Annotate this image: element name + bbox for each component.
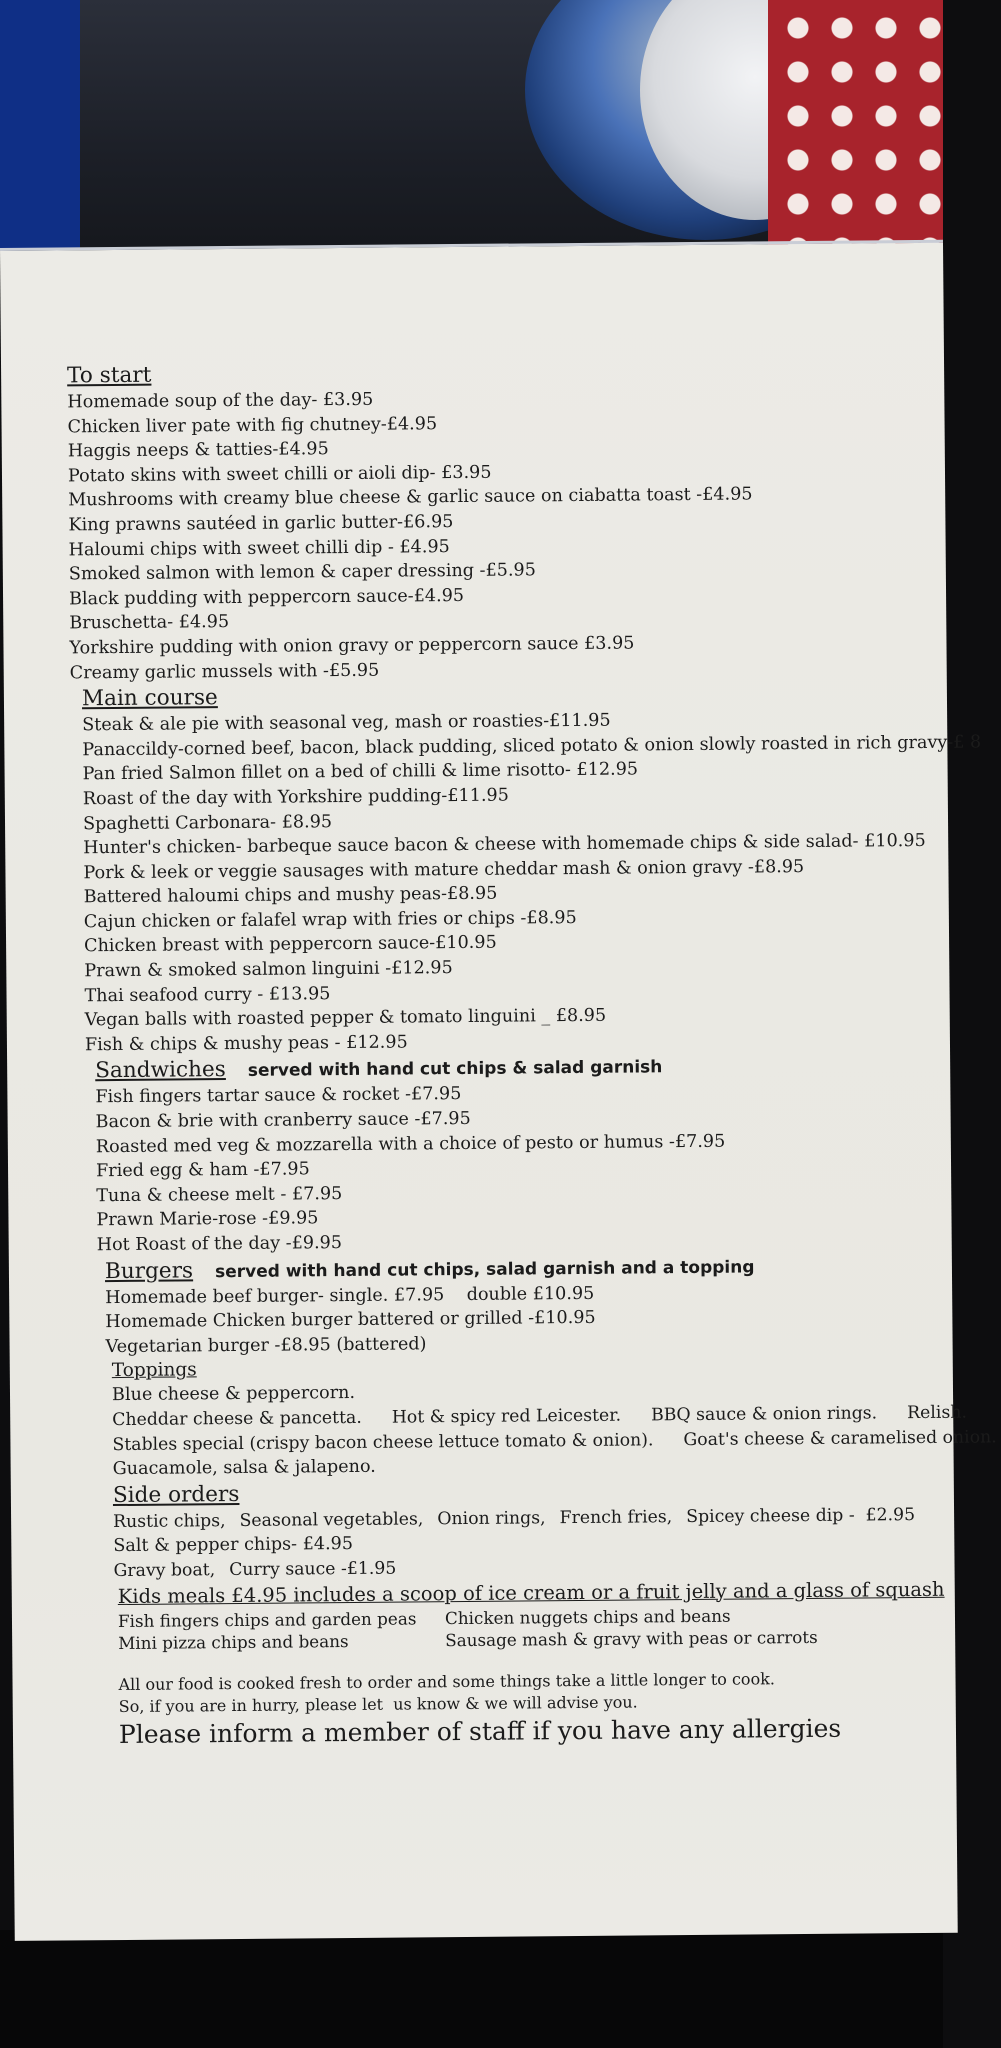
side-option: Gravy boat, <box>113 1560 216 1581</box>
menu-item: Homemade beef burger- single. £7.95 double £10.95 <box>105 1283 595 1308</box>
menu-item: Haloumi chips with sweet chilli dip - £4.95 <box>68 536 450 560</box>
menu-item: Potato skins with sweet chilli or aioli dip- £3.95 <box>67 462 492 487</box>
menu-item: Creamy garlic mussels with -£5.95 <box>69 660 380 683</box>
sandwiches-list <box>95 1078 944 1258</box>
menu-item: Thai seafood curry - £13.95 <box>84 983 331 1006</box>
menu-item: Haggis neeps & tatties-£4.95 <box>67 439 329 462</box>
main-course-list <box>82 706 982 1058</box>
side-option: French fries, <box>559 1506 673 1528</box>
topping-option: Goat's cheese & caramelised onion. <box>683 1426 997 1450</box>
menu-item: Fish fingers chips and garden peas <box>117 1607 417 1631</box>
menu-content <box>67 355 997 1752</box>
menu-item: Vegan balls with roasted pepper & tomato linguini _ £8.95 <box>84 1005 607 1031</box>
topping-option: Stables special (crispy bacon cheese lettuce tomato & onion). <box>112 1429 654 1455</box>
menu-item: Spaghetti Carbonara- £8.95 <box>82 811 333 834</box>
side-orders-line: Salt & pepper chips- £4.95 <box>113 1534 354 1557</box>
menu-item: Pan fried Salmon fillet on a bed of chilli & lime risotto- £12.95 <box>82 759 639 785</box>
menu-footer <box>118 1666 949 1751</box>
topping-line: Guacamole, salsa & jalapeno. <box>112 1456 376 1480</box>
section-heading-sandwiches: Sandwiches <box>95 1057 226 1084</box>
menu-item: King prawns sautéed in garlic butter-£6.95 <box>68 512 454 536</box>
section-note: served with hand cut chips & salad garnish <box>247 1057 663 1082</box>
side-option: Rustic chips, <box>113 1510 226 1532</box>
section-heading-toppings: Toppings <box>111 1359 197 1382</box>
side-option: Spicey cheese dip - £2.95 <box>686 1504 916 1527</box>
menu-item: Roast of the day with Yorkshire pudding-£11.95 <box>82 785 509 810</box>
menu-item: Hunter's chicken- barbeque sauce bacon & cheese with homemade chips & side salad- £10.95 <box>83 831 926 859</box>
menu-item: Prawn Marie-rose -£9.95 <box>96 1208 319 1231</box>
table-surface <box>0 1930 943 2048</box>
blue-object <box>0 0 80 250</box>
menu-item: Chicken nuggets chips and beans <box>444 1605 731 1628</box>
menu-item: Fish & chips & mushy peas - £12.95 <box>84 1032 408 1056</box>
footer-note: All our food is cooked fresh to order and some things take a little longer to cook. <box>118 1668 776 1694</box>
section-heading-kids-meals: Kids meals £4.95 includes a scoop of ice cream or a fruit jelly and a glass of squash <box>117 1577 945 1608</box>
section-note: served with hand cut chips, salad garnish and a topping <box>214 1257 755 1282</box>
menu-item: Hot Roast of the day -£9.95 <box>96 1233 343 1256</box>
topping-option: Relish. <box>907 1402 968 1424</box>
section-heading-to-start: To start <box>67 362 152 389</box>
menu-item: Prawn & smoked salmon linguini -£12.95 <box>84 958 453 982</box>
menu-item: Pork & leek or veggie sausages with mature cheddar mash & onion gravy -£8.95 <box>83 856 805 883</box>
menu-item: Steak & ale pie with seasonal veg, mash or roasties-£11.95 <box>82 710 611 736</box>
menu-item: Roasted med veg & mozzarella with a choice of pesto or humus -£7.95 <box>95 1131 726 1157</box>
menu-item: Battered haloumi chips and mushy peas-£8.95 <box>83 883 498 908</box>
polka-dot-cloth <box>768 0 943 245</box>
menu-item: Mini pizza chips and beans <box>118 1630 349 1653</box>
footer-note: So, if you are in hurry, please let us know & we will advise you. <box>118 1692 638 1716</box>
menu-item: Cajun chicken or falafel wrap with fries or chips -£8.95 <box>83 907 577 933</box>
to-start-list <box>67 383 940 686</box>
menu-item: Bacon & brie with cranberry sauce -£7.95 <box>95 1108 471 1133</box>
menu-item: Panaccildy-corned beef, bacon, black pudding, sliced potato & onion slowly roasted in rich gravy-£ 8 <box>82 732 982 761</box>
menu-item: Vegetarian burger -£8.95 (battered) <box>105 1334 427 1357</box>
allergy-notice: Please inform a member of staff if you have any allergies <box>118 1713 842 1749</box>
menu-item: Fried egg & ham -£7.95 <box>95 1159 310 1182</box>
menu-item: Sausage mash & gravy with peas or carrots <box>445 1626 818 1650</box>
menu-card <box>0 240 997 1941</box>
menu-item: Smoked salmon with lemon & caper dressing -£5.95 <box>68 560 536 585</box>
topping-option: Hot & spicy red Leicester. <box>391 1405 622 1428</box>
kids-meals-list <box>118 1602 948 1653</box>
side-option: Seasonal vegetables, <box>239 1509 424 1531</box>
menu-item: Tuna & cheese melt - £7.95 <box>96 1183 343 1207</box>
menu-item: Mushrooms with creamy blue cheese & garlic sauce on ciabatta toast -£4.95 <box>68 484 753 511</box>
side-option: Onion rings, <box>437 1508 546 1529</box>
section-heading-side-orders: Side orders <box>112 1481 240 1508</box>
section-heading-burgers: Burgers <box>104 1257 194 1284</box>
menu-item: Homemade Chicken burger battered or grilled -£10.95 <box>105 1308 596 1333</box>
topping-line: Blue cheese & peppercorn. <box>111 1383 356 1406</box>
menu-item: Chicken breast with peppercorn sauce-£10.95 <box>84 933 497 957</box>
side-option: Curry sauce -£1.95 <box>229 1558 397 1580</box>
menu-item: Chicken liver pate with fig chutney-£4.95 <box>67 413 438 438</box>
menu-item: Fish fingers tartar sauce & rocket -£7.95 <box>95 1084 462 1108</box>
topping-option: BBQ sauce & onion rings. <box>650 1403 878 1426</box>
menu-item: Homemade soup of the day- £3.95 <box>67 389 374 413</box>
section-heading-main-course: Main course <box>81 685 218 712</box>
menu-item: Black pudding with peppercorn sauce-£4.95 <box>68 585 465 610</box>
menu-item: Yorkshire pudding with onion gravy or peppercorn sauce £3.95 <box>69 633 635 659</box>
menu-item: Bruschetta- £4.95 <box>69 612 230 634</box>
topping-option: Cheddar cheese & pancetta. <box>112 1407 362 1431</box>
burgers-list <box>105 1278 946 1359</box>
